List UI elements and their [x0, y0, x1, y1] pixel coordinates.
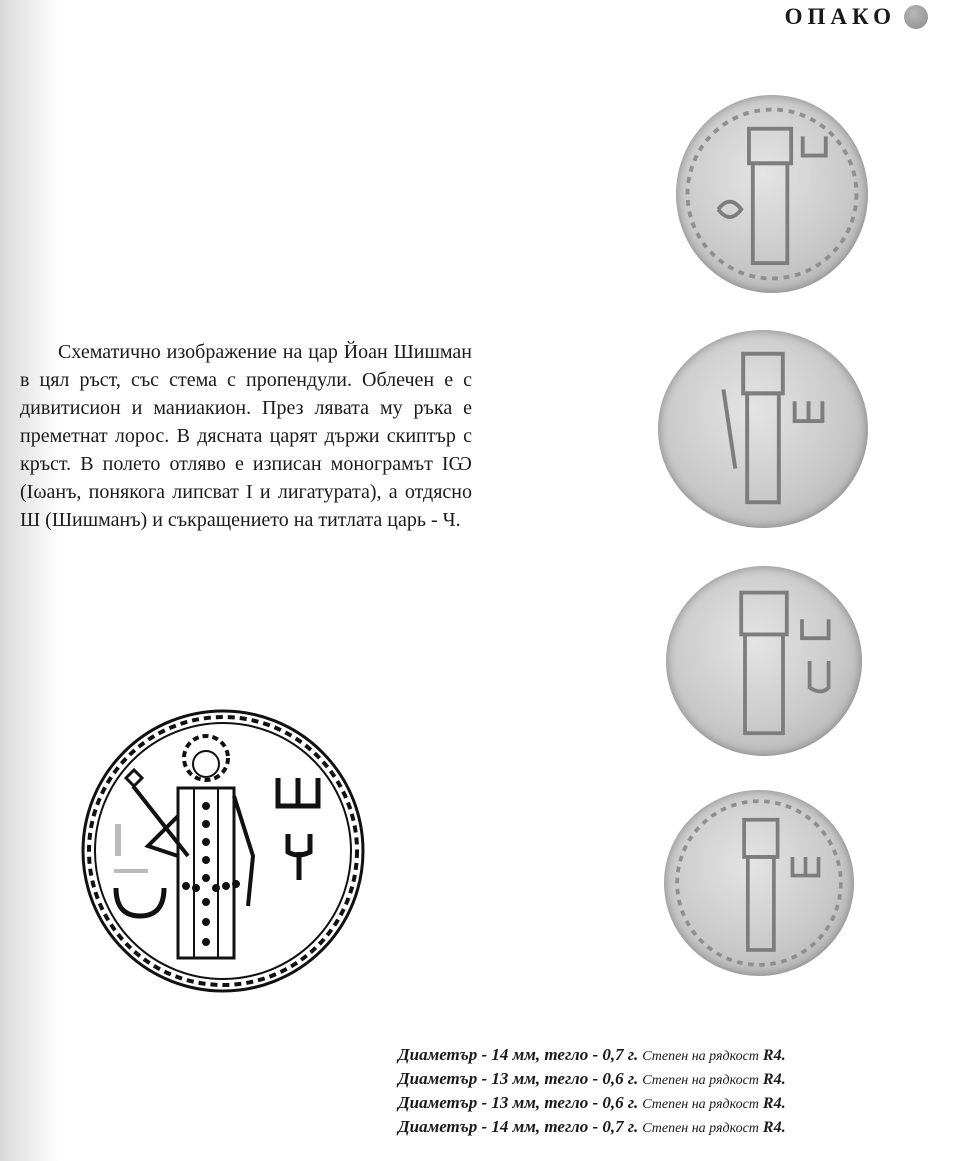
spec-dimensions: Диаметър - 13 мм, тегло - 0,6 г.	[398, 1069, 639, 1088]
page-edge-shadow	[0, 0, 60, 1161]
coin-photo-2	[658, 330, 868, 528]
coin-drawing-svg	[78, 706, 368, 996]
spec-line	[398, 1092, 938, 1116]
spec-dimensions: Диаметър - 14 мм, тегло - 0,7 г.	[398, 1117, 639, 1136]
header-title: ОПАКО	[784, 4, 896, 29]
coin-description: Схематично изображение на цар Йоан Шишман в цял ръст, със стема с пропендули. Облечен е с дивитисион и маниакион. През лявата му ръка е преметнат лорос. В дясната царят държи скиптър с кръст. В полето отляво е изписан монограмът IѠ (Iωанъ, понякога липсват I и лигатурата), а отдясно Ш (Шишманъ) и съкращението на титлата царь - Ч.	[20, 341, 472, 531]
spec-rarity-label: Степен на рядкост	[642, 1121, 759, 1136]
spec-rarity-grade: R4.	[762, 1047, 786, 1064]
spec-rarity-label: Степен на рядкост	[642, 1097, 759, 1112]
coin-photo-3	[666, 566, 862, 756]
coin-figure-2	[658, 330, 868, 528]
spec-rarity-grade: R4.	[762, 1119, 786, 1136]
spec-line	[398, 1068, 938, 1092]
coin-photo-1	[676, 95, 868, 293]
spec-rarity-label: Степен на рядкост	[642, 1049, 759, 1064]
spec-rarity-grade: R4.	[762, 1071, 786, 1088]
coin-figure-1	[676, 95, 868, 293]
spec-line	[398, 1116, 938, 1140]
coin-figure-3	[666, 566, 862, 756]
page-header	[785, 4, 928, 30]
spec-dimensions: Диаметър - 14 мм, тегло - 0,7 г.	[398, 1045, 639, 1064]
coin-specifications	[398, 1044, 938, 1140]
coin-figure-4	[664, 790, 854, 976]
spec-rarity-grade: R4.	[762, 1095, 786, 1112]
spec-rarity-label: Степен на рядкост	[642, 1073, 759, 1088]
spec-line	[398, 1044, 938, 1068]
header-dot-icon	[904, 5, 928, 29]
coin-line-drawing	[78, 706, 368, 996]
spec-dimensions: Диаметър - 13 мм, тегло - 0,6 г.	[398, 1093, 639, 1112]
coin-photo-4	[664, 790, 854, 976]
